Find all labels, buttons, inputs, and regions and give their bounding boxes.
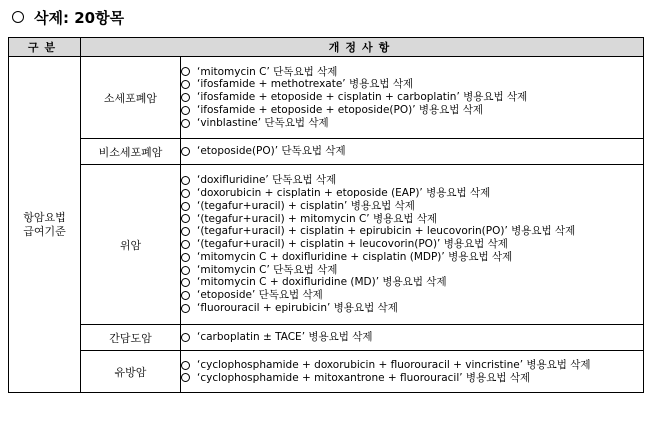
circle-bullet-icon xyxy=(181,240,190,249)
list-item xyxy=(181,200,643,213)
list-item-text: ‘(tegafur+uracil) + cisplatin’ 병용요법 삭제 xyxy=(197,199,415,212)
list-item-text: ‘(tegafur+uracil) + cisplatin + epirubicin + leucovorin(PO)’ 병용요법 삭제 xyxy=(197,225,576,238)
list-item-text: ‘doxorubicin + cisplatin + etoposide (EAP)’ 병용요법 삭제 xyxy=(197,186,491,199)
revision-items-cell xyxy=(181,325,644,351)
circle-bullet-icon xyxy=(181,227,190,236)
list-item xyxy=(181,174,643,187)
list-item xyxy=(181,104,643,117)
cancer-type-cell: 소세포폐암 xyxy=(81,57,181,139)
circle-bullet-icon xyxy=(181,373,190,382)
list-item xyxy=(181,264,643,277)
section-heading xyxy=(12,4,124,30)
circle-bullet-icon xyxy=(181,333,190,342)
circle-bullet-icon xyxy=(181,119,190,128)
circle-bullet-icon xyxy=(181,361,190,370)
cancer-type-cell: 위암 xyxy=(81,165,181,325)
circle-bullet-icon xyxy=(181,147,190,156)
list-item xyxy=(181,91,643,104)
list-item xyxy=(181,331,643,344)
revision-items-cell xyxy=(181,165,644,325)
revision-items-cell xyxy=(181,139,644,165)
list-item xyxy=(181,66,643,79)
circle-bullet-icon xyxy=(181,80,190,89)
revision-items-cell xyxy=(181,57,644,139)
cancer-type-cell: 간담도암 xyxy=(81,325,181,351)
list-item-text: ‘(tegafur+uracil) + cisplatin + leucovorin(PO)’ 병용요법 삭제 xyxy=(197,238,508,251)
list-item-text: ‘mitomycin C’ 단독요법 삭제 xyxy=(197,65,338,78)
group-label: 항암요법 급여기준 xyxy=(23,210,66,238)
circle-bullet-icon xyxy=(181,202,190,211)
circle-bullet-icon xyxy=(181,106,190,115)
table-row xyxy=(9,139,644,165)
list-item-text: ‘etoposide(PO)’ 단독요법 삭제 xyxy=(197,145,346,158)
list-item-text: ‘ifosfamide + etoposide + cisplatin + carboplatin’ 병용요법 삭제 xyxy=(197,91,528,104)
list-item-text: ‘doxifluridine’ 단독요법 삭제 xyxy=(197,174,337,187)
table-body xyxy=(9,57,644,393)
group-label-cell xyxy=(9,57,81,393)
circle-bullet-icon xyxy=(181,176,190,185)
table-header-row xyxy=(9,38,644,57)
list-item xyxy=(181,213,643,226)
table-row xyxy=(9,57,644,139)
list-item xyxy=(181,187,643,200)
list-item-text: ‘mitomycin C + doxifluridine (MD)’ 병용요법 삭제 xyxy=(197,276,447,289)
list-item xyxy=(181,251,643,264)
cancer-type-cell: 유방암 xyxy=(81,351,181,393)
revision-table xyxy=(8,37,644,393)
list-item xyxy=(181,302,643,315)
table-row xyxy=(9,165,644,325)
list-item xyxy=(181,372,643,385)
section-heading-text: 삭제: 20항목 xyxy=(34,8,125,27)
list-item-text: ‘(tegafur+uracil) + mitomycin C’ 병용요법 삭제 xyxy=(197,212,438,225)
table-row xyxy=(9,325,644,351)
circle-bullet-icon xyxy=(181,266,190,275)
list-item xyxy=(181,359,643,372)
list-item xyxy=(181,276,643,289)
circle-bullet-icon xyxy=(12,11,24,23)
list-item xyxy=(181,117,643,130)
circle-bullet-icon xyxy=(181,253,190,262)
list-item-text: ‘mitomycin C’ 단독요법 삭제 xyxy=(197,263,338,276)
list-item-text: ‘cyclophosphamide + doxorubicin + fluorouracil + vincristine’ 병용요법 삭제 xyxy=(197,358,591,371)
circle-bullet-icon xyxy=(181,189,190,198)
table-row xyxy=(9,351,644,393)
circle-bullet-icon xyxy=(181,214,190,223)
cancer-type-cell: 비소세포폐암 xyxy=(81,139,181,165)
list-item xyxy=(181,238,643,251)
list-item-text: ‘fluorouracil + epirubicin’ 병용요법 삭제 xyxy=(197,302,398,315)
list-item-text: ‘ifosfamide + methotrexate’ 병용요법 삭제 xyxy=(197,78,414,91)
revision-items-cell xyxy=(181,351,644,393)
list-item-text: ‘mitomycin C + doxifluridine + cisplatin (MDP)’ 병용요법 삭제 xyxy=(197,250,513,263)
list-item-text: ‘vinblastine’ 단독요법 삭제 xyxy=(197,116,329,129)
list-item xyxy=(181,225,643,238)
list-item-text: ‘carboplatin ± TACE’ 병용요법 삭제 xyxy=(197,331,373,344)
circle-bullet-icon xyxy=(181,291,190,300)
list-item xyxy=(181,289,643,302)
list-item-text: ‘cyclophosphamide + mitoxantrone + fluorouracil’ 병용요법 삭제 xyxy=(197,371,531,384)
list-item-text: ‘ifosfamide + etoposide + etoposide(PO)’ 병용요법 삭제 xyxy=(197,103,484,116)
circle-bullet-icon xyxy=(181,67,190,76)
list-item xyxy=(181,78,643,91)
circle-bullet-icon xyxy=(181,93,190,102)
list-item xyxy=(181,145,643,158)
list-item-text: ‘etoposide’ 단독요법 삭제 xyxy=(197,289,323,302)
circle-bullet-icon xyxy=(181,278,190,287)
circle-bullet-icon xyxy=(181,304,190,313)
header-revision: 개정사항 xyxy=(81,38,644,57)
header-category: 구분 xyxy=(9,38,81,57)
